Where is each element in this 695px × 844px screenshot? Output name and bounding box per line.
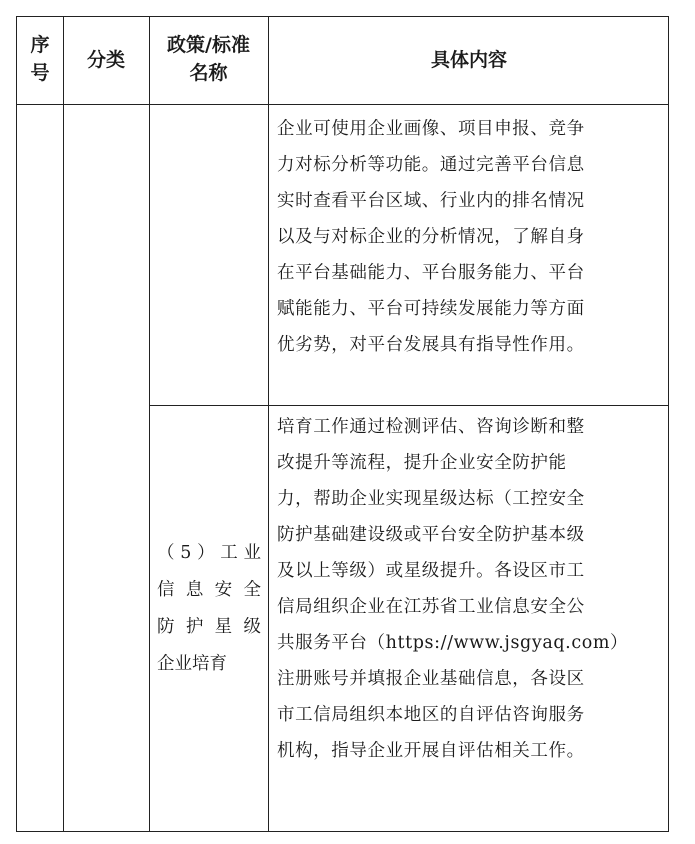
- policy-table: [16, 16, 669, 832]
- row2-content-line: 培育工作通过检测评估、咨询诊断和整: [277, 417, 585, 437]
- header-policy-name-line-1: 政策/标准: [167, 34, 250, 56]
- row-divider: [149, 405, 668, 406]
- row1-content-line: 优劣势，对平台发展具有指导性作用。: [277, 335, 585, 355]
- header-divider: [17, 104, 668, 105]
- row2-content-line: 信局组织企业在江苏省工业信息安全公: [277, 597, 585, 617]
- row2-content-line: 力，帮助企业实现星级达标（工控安全: [277, 489, 585, 509]
- col-divider-1: [63, 17, 64, 831]
- row1-content-line: 赋能能力、平台可持续发展能力等方面: [277, 299, 585, 319]
- col-divider-2: [149, 17, 150, 831]
- header-policy-name-line-2: 名称: [189, 62, 228, 84]
- header-category: 分类: [86, 49, 125, 71]
- row1-content-line: 在平台基础能力、平台服务能力、平台: [277, 263, 585, 283]
- row2-content-line: 市工信局组织本地区的自评估咨询服务: [277, 705, 585, 725]
- row2-content-line: 机构，指导企业开展自评估相关工作。: [277, 741, 585, 761]
- row1-content: [277, 111, 663, 363]
- header-content: 具体内容: [430, 49, 507, 71]
- header-seq-line-2: 号: [30, 62, 50, 84]
- row2-content-line: 注册账号并填报企业基础信息，各设区: [277, 669, 585, 689]
- row2-policy-name: [157, 535, 261, 683]
- row1-content-line: 实时查看平台区域、行业内的排名情况: [277, 191, 585, 211]
- row2-content-line-url: 共服务平台（https://www.jsgyaq.com）: [277, 633, 629, 653]
- row2-content: [277, 409, 663, 769]
- row1-content-line: 企业可使用企业画像、项目申报、竞争: [277, 119, 585, 139]
- row2-policy-name-line: （5）工业: [157, 543, 261, 563]
- row2-policy-name-line: 信息安全: [157, 580, 261, 600]
- header-seq-line-1: 序: [30, 34, 50, 56]
- row1-content-line: 力对标分析等功能。通过完善平台信息: [277, 155, 585, 175]
- row2-content-line: 及以上等级）或星级提升。各设区市工: [277, 561, 585, 581]
- row2-content-line: 防护基础建设级或平台安全防护基本级: [277, 525, 585, 545]
- row1-content-line: 以及与对标企业的分析情况，了解自身: [277, 227, 585, 247]
- row2-policy-name-line: 企业培育: [157, 654, 227, 674]
- row2-policy-name-line: 防护星级: [157, 617, 261, 637]
- row2-content-line: 改提升等流程，提升企业安全防护能: [277, 453, 567, 473]
- header-policy-name: [149, 31, 268, 87]
- col-divider-3: [268, 17, 269, 831]
- header-seq: [17, 31, 63, 87]
